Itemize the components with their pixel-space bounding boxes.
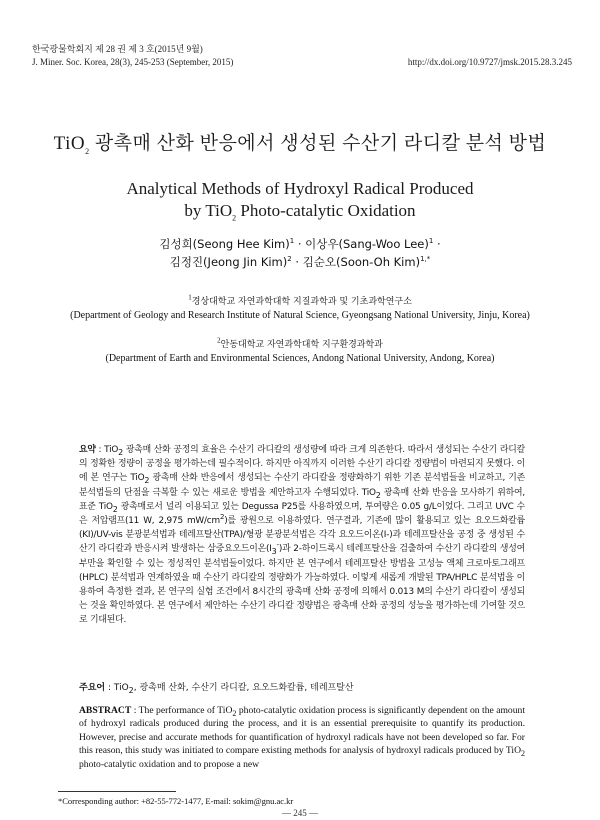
abstract-en-label: ABSTRACT xyxy=(79,705,132,716)
author-line-1: 김성희(Seong Hee Kim)$^1$ · 이상우(Sang-Woo Lee)$^1$ · xyxy=(159,237,441,251)
author-name: 김성희(Seong Hee Kim) xyxy=(159,237,290,251)
affiliation-1: $^1$경상대학교 자연과학대학 지질과학과 및 기초과학연구소 (Department of Geology and Research Institute of Natural Science, Gyeongsang National University, Jinju, Korea) xyxy=(70,293,530,321)
corresponding-author-footnote: *Corresponding author: +82-55-772-1477, E-mail: sokim@gnu.ac.kr xyxy=(58,796,294,806)
page-number: — 245 — xyxy=(282,808,318,818)
english-title-line2: by TiO$_2$ Photo-catalytic Oxidation xyxy=(184,201,416,223)
english-title-line1: Analytical Methods of Hydroxyl Radical Produced xyxy=(126,179,474,198)
author-name: 김정진(Jeong Jin Kim) xyxy=(169,255,288,269)
journal-header-citation: J. Miner. Soc. Korea, 28(3), 245-253 (September, 2015) xyxy=(32,57,234,67)
keywords: 주요어 : TiO$_2$, 광촉매 산화, 수산기 라디칼, 요오드화칼륨, 테레프탈산 xyxy=(79,683,354,695)
korean-title: TiO$_2$ 광촉매 산화 반응에서 생성된 수산기 라디칼 분석 방법 xyxy=(53,133,547,156)
footnote-divider xyxy=(58,791,176,792)
author-name: 김순오(Soon-Oh Kim) xyxy=(302,255,421,269)
abstract-label: 요약 xyxy=(79,445,96,455)
author-name: 이상우(Sang-Woo Lee) xyxy=(305,237,429,251)
journal-header-korean: 한국광물학회지 제 28 권 제 3 호(2015년 9월) xyxy=(32,44,203,54)
english-abstract: ABSTRACT : The performance of TiO$_2$ photo-catalytic oxidation process is significantly dependent on the amount of hydroxyl radicals produced during the process, and it is an essential prerequisite to quantify its production. However, precise and accurate methods for quantification of hydroxyl radicals have not been developed so far. For this reason, this study was initiated to compare existing methods for analysis of hydroxyl radicals produced by TiO$_2$ photo-catalytic oxidation and to propose a new xyxy=(79,705,525,770)
keywords-label: 주요어 xyxy=(79,683,106,693)
affiliation-2: $^2$안동대학교 자연과학대학 지구환경과학과 (Department of Earth and Environmental Sciences, Andong National University, Andong, Korea) xyxy=(105,336,495,364)
author-line-2: 김정진(Jeong Jin Kim)$^2$ · 김순오(Soon-Oh Kim)$^{1,*}$ xyxy=(169,255,431,269)
korean-abstract: 요약 : TiO$_2$ 광촉매 산화 공정의 효율은 수산기 라디칼의 생성량에 따라 크게 의존한다. 따라서 생성되는 수산기 라디칼의 정확한 정량이 공정을 평가하는데 필수적이다. 하지만 아직까지 이러한 수산기 라디칼 정량법이 마련되지 못했다. 이에 본 연구는 TiO$_2$ 광촉매 산화 반응에서 생성되는 수산기 라디칼을 정량화하기 위한 기존 분석법들을 비교하고, 기존 분석법들의 단점을 극복할 수 있는 새로운 방법을 제안하고자 수행되었다. TiO$_2$ 광촉매 산화 반응을 모사하기 위하여, 표준 TiO$_2$ 광촉매로서 널리 이용되고 있는 Degussa P25를 사용하였으며, 투여량은 0.05 g/L이었다. 그리고 UVC 수은 저압램프(11 W, 2,975 $mW/cm^2$)를 광원으로 이용하였다. 연구결과, 기존에 많이 활용되고 있는 요오드화칼륨(KI)/UV-vis 분광분석법과 테레프탈산(TPA)/형광 분광분석법은 각각 요오드이온(I-)과 테레프탈산을 공정 중 생성된 수산기 라디칼과 반응시켜 발생하는 삼중요오드이온$(I_3^-)$과 2-하이드록시 테레프탈산을 검출하여 수산기 라디칼의 생성여부만을 확인할 수 있는 정성적인 분석법들이었다. 하지만 본 연구에서 테레프탈산 방법을 고성능 액체 크로마토그래프(HPLC) 분석법과 연계하였을 때 수산기 라디칼의 정량화가 가능하였다. 이렇게 새롭게 개발된 TPA/HPLC 분석법을 이용하여 측정한 결과, 본 연구의 실험 조건에서 8시간의 광촉매 산화 공정에 의해서 0.013 M의 수산기 라디칼이 생성되는 것을 확인하였다. 본 연구에서 제안하는 수산기 라디칼 정량법은 광촉매 산화 공정의 성능을 평가하는데 기여할 것으로 기대된다. xyxy=(79,445,526,626)
doi-link[interactable]: http://dx.doi.org/10.9727/jmsk.2015.28.3.245 xyxy=(407,57,572,67)
